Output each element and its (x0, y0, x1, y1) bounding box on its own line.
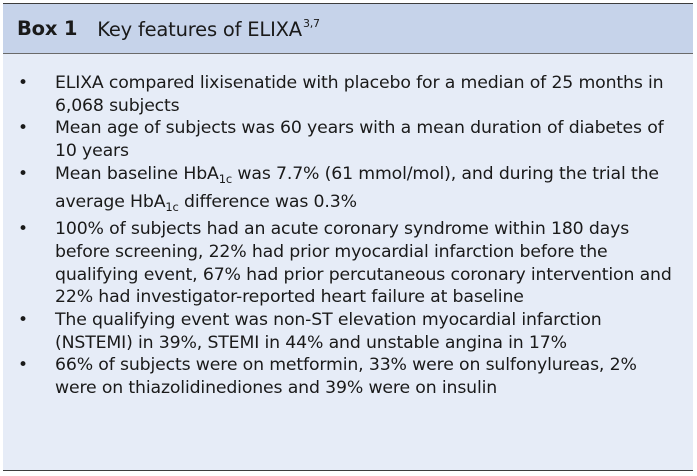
bullet-icon: • (18, 163, 28, 184)
feature-list (3, 54, 693, 400)
list-item-text: ELIXA compared lixisenatide with placebo for a median of 25 months in 6,068 subjects (55, 73, 664, 116)
subscript: 1c (165, 199, 179, 214)
box-title-text: Key features of ELIXA (97, 17, 302, 41)
key-features-box (3, 3, 693, 471)
box-title (97, 17, 320, 41)
list-item (3, 163, 693, 218)
list-item-text: 66% of subjects were on metformin, 33% were on sulfonylureas, 2% were on thiazolidinediones and 39% were on insulin (55, 355, 637, 399)
box-title-refs: 3,7 (302, 16, 320, 30)
text-part: difference was 0.3% (178, 191, 357, 212)
subscript: 1c (218, 171, 233, 186)
list-item (3, 354, 693, 399)
list-item (3, 72, 693, 117)
bullet-icon: • (18, 355, 28, 376)
bullet-icon: • (18, 219, 28, 240)
text-part: was 7.7% (61 mmol/mol), and during the trial the average HbA (55, 163, 659, 212)
text-part: Mean baseline HbA (55, 163, 219, 184)
bullet-icon: • (18, 73, 28, 93)
list-item-text: Mean age of subjects was 60 years with a mean duration of diabetes of 10 years (55, 118, 664, 162)
list-item (3, 117, 693, 162)
bullet-icon: • (18, 118, 28, 139)
list-item-text: 100% of subjects had an acute coronary syndrome within 180 days before screening, 22% had prior myocardial infarction before the qualifying event, 67% had prior percutaneous coronary intervention and 22% had investigator-reported heart failure at baseline (55, 219, 672, 308)
list-item-text (55, 164, 659, 212)
list-item (3, 218, 693, 309)
list-item (3, 309, 693, 354)
list-item-text: The qualifying event was non-ST elevation myocardial infarction (NSTEMI) in 39%, STEMI in 44% and unstable angina in 17% (55, 310, 602, 353)
box-header (3, 4, 693, 54)
box-label: Box 1 (17, 17, 78, 40)
bullet-icon: • (18, 310, 28, 331)
